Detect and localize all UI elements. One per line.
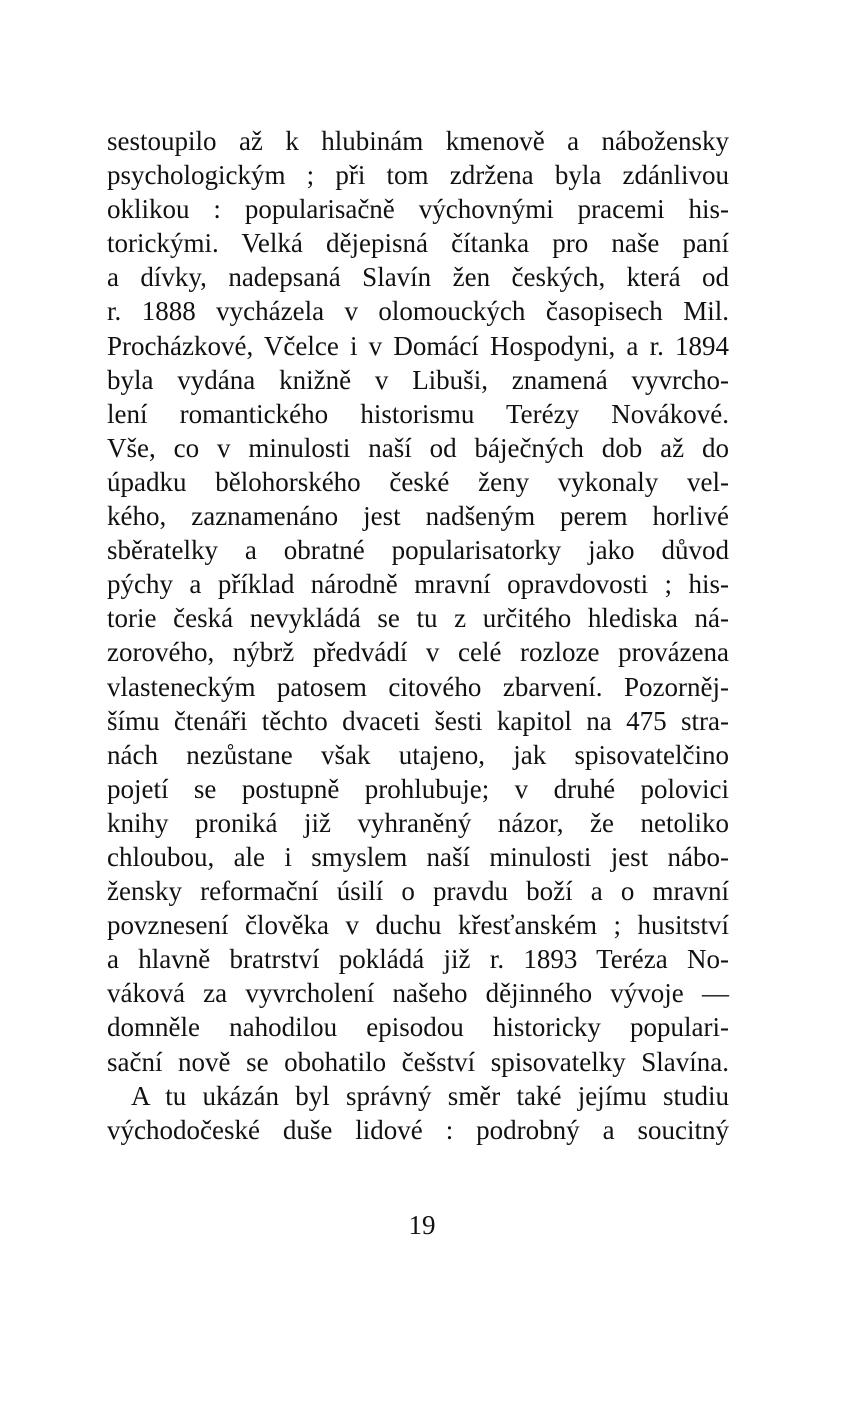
text-line: torickými. Velká dějepisná čítanka pro naše paní	[107, 228, 729, 259]
text-line: váková za vyvrcholení našeho dějinného vývoje —	[107, 978, 729, 1009]
text-line: sační nově se obohatilo češství spisovatelky Slavína.	[107, 1046, 729, 1077]
text-line: zorového, nýbrž předvádí v celé rozloze provázena	[107, 637, 729, 668]
text-line: a dívky, nadepsaná Slavín žen českých, která od	[107, 262, 729, 293]
text-line: Vše, co v minulosti naší od báječných dob až do	[107, 432, 729, 463]
text-line: chloubou, ale i smyslem naší minulosti jest nábo-	[107, 841, 729, 872]
text-line: žensky reformační úsilí o pravdu boží a o mravní	[107, 876, 729, 907]
text-line: Procházkové, Včelce i v Domácí Hospodyni, a r. 1894	[107, 330, 729, 361]
text-line: A tu ukázán byl správný směr také jejímu studiu	[131, 1080, 729, 1111]
text-line: pýchy a příklad národně mravní opravdovosti ; his-	[107, 569, 729, 600]
text-line: torie česká nevykládá se tu z určitého hlediska ná-	[107, 603, 729, 634]
text-line: domněle nahodilou episodou historicky populari-	[107, 1012, 729, 1043]
paragraph	[107, 124, 729, 1079]
text-line: šímu čtenáři těchto dvaceti šesti kapitol na 475 stra-	[107, 705, 729, 736]
text-line: oklikou : popularisačně výchovnými pracemi his-	[107, 194, 729, 225]
paragraph	[107, 1079, 729, 1147]
text-line: knihy proniká již vyhraněný názor, že netoliko	[107, 807, 729, 838]
text-line: vlasteneckým patosem citového zbarvení. Pozorněj-	[107, 671, 729, 702]
text-line: byla vydána knižně v Libuši, znamená vyvrcho-	[107, 364, 729, 395]
text-line: sběratelky a obratné popularisatorky jako důvod	[107, 535, 729, 566]
body-text	[107, 124, 729, 1147]
text-line: nách nezůstane však utajeno, jak spisovatelčino	[107, 739, 729, 770]
text-line: r. 1888 vycházela v olomouckých časopisech Mil.	[107, 296, 729, 327]
text-line: úpadku bělohorského české ženy vykonaly vel-	[107, 466, 729, 497]
text-line: povznesení člověka v duchu křesťanském ; husitství	[107, 910, 729, 941]
text-line: východočeské duše lidové : podrobný a soucitný	[107, 1114, 729, 1145]
text-line: a hlavně bratrství pokládá již r. 1893 Teréza No-	[107, 944, 729, 975]
text-line: sestoupilo až k hlubinám kmenově a nábožensky	[107, 126, 729, 156]
text-line: lení romantického historismu Terézy Novákové.	[107, 398, 729, 429]
text-line: kého, zaznamenáno jest nadšeným perem horlivé	[107, 501, 729, 532]
page-number: 19	[408, 1210, 436, 1240]
text-line: pojetí se postupně prohlubuje; v druhé polovici	[107, 773, 729, 804]
text-line: psychologickým ; při tom zdržena byla zdánlivou	[107, 160, 729, 191]
